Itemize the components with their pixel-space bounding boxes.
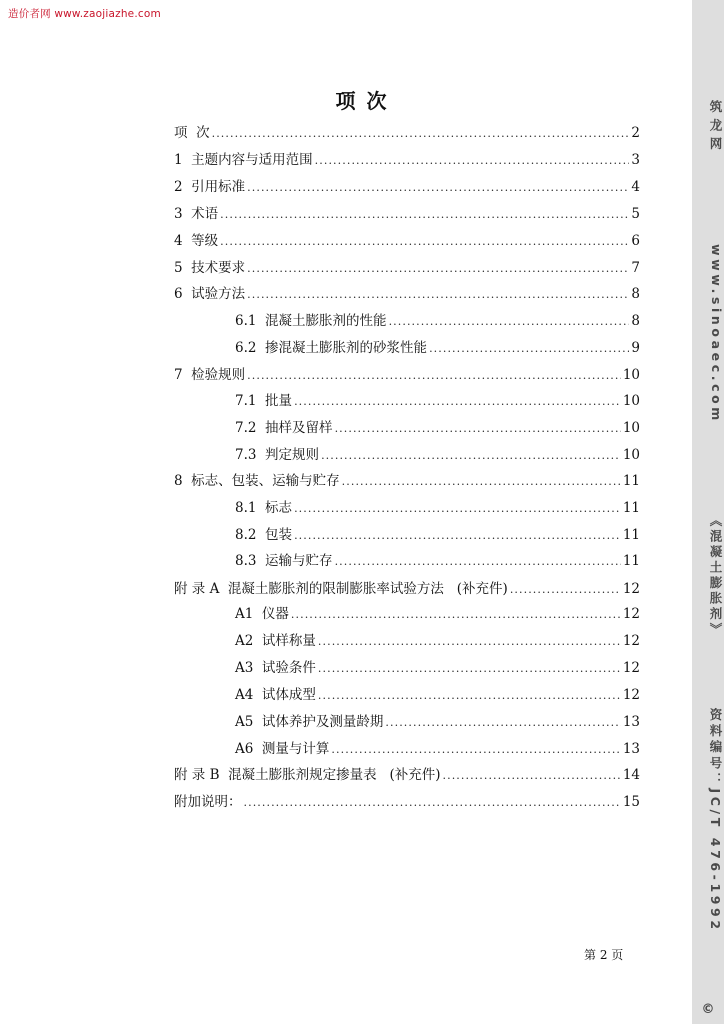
- toc-entry-page: 11: [622, 553, 640, 569]
- toc-leader-dots: [321, 447, 621, 465]
- toc-leader-dots: [342, 473, 621, 491]
- page-title: 项 次: [335, 89, 389, 113]
- toc-entry[interactable]: [235, 339, 640, 357]
- toc-leader-dots: [335, 553, 621, 571]
- toc-entry[interactable]: [235, 659, 640, 677]
- toc-entry[interactable]: [174, 232, 640, 250]
- toc-entry-label: 附 录 B 混凝土膨胀剂规定掺量表 (补充件): [174, 767, 441, 783]
- toc-entry-label: 3 术语: [174, 206, 219, 222]
- toc-entry[interactable]: [174, 472, 640, 490]
- toc-leader-dots: [443, 767, 621, 785]
- toc-leader-dots: [247, 286, 629, 304]
- toc-entry[interactable]: [235, 632, 640, 650]
- toc-leader-dots: [429, 340, 629, 358]
- toc-leader-dots: [331, 741, 620, 759]
- toc-entry-page: 12: [622, 606, 640, 622]
- sidebar-url: www.sinoaec.com: [709, 244, 724, 424]
- toc-entry-label: A5 试体养护及测量龄期: [235, 714, 384, 730]
- toc-leader-dots: [247, 367, 621, 385]
- toc-entry-page: 12: [622, 633, 640, 649]
- toc-entry-label: 7.3 判定规则: [235, 447, 320, 463]
- toc-entry-label: A6 测量与计算: [235, 741, 330, 757]
- toc-entry-label: 附加说明：: [174, 794, 242, 810]
- toc-leader-dots: [389, 313, 630, 331]
- toc-entry[interactable]: [235, 686, 640, 704]
- toc-entry[interactable]: [174, 259, 640, 277]
- toc-entry[interactable]: [174, 285, 640, 303]
- toc-entry-page: 9: [631, 340, 640, 356]
- toc-entry[interactable]: [235, 713, 640, 731]
- toc-leader-dots: [212, 125, 630, 143]
- toc-leader-dots: [220, 233, 629, 251]
- toc-entry-page: 12: [622, 660, 640, 676]
- toc-leader-dots: [294, 393, 621, 411]
- toc-entry-page: 15: [622, 794, 640, 810]
- toc-entry-label: 8.1 标志: [235, 500, 293, 516]
- page-number: 第 2 页: [584, 948, 624, 962]
- toc-entry-label: 8.3 运输与贮存: [235, 553, 333, 569]
- toc-entry[interactable]: [174, 178, 640, 196]
- toc-entry-label: A3 试验条件: [235, 660, 316, 676]
- sidebar-doc-code: 资料编号：JC/T 476-1992: [708, 708, 723, 933]
- toc-entry[interactable]: [174, 151, 640, 169]
- toc-entry-page: 13: [622, 714, 640, 730]
- toc-leader-dots: [294, 500, 621, 518]
- toc-entry[interactable]: [174, 793, 640, 811]
- toc-entry-page: 14: [622, 767, 640, 783]
- toc-entry-page: 10: [622, 447, 640, 463]
- toc-entry-page: 5: [631, 206, 640, 222]
- toc-leader-dots: [335, 420, 621, 438]
- toc-entry-label: 7.1 批量: [235, 393, 293, 409]
- toc-leader-dots: [247, 179, 629, 197]
- toc-entry[interactable]: [235, 526, 640, 544]
- toc-entry-label: 7 检验规则: [174, 367, 246, 383]
- toc-entry[interactable]: [235, 446, 640, 464]
- toc-entry-page: 13: [622, 741, 640, 757]
- toc-entry-page: 6: [631, 233, 640, 249]
- toc-leader-dots: [318, 660, 621, 678]
- toc-entry-page: 10: [622, 393, 640, 409]
- toc-entry-label: 5 技术要求: [174, 260, 246, 276]
- toc-entry-page: 8: [631, 313, 640, 329]
- toc-leader-dots: [510, 581, 621, 599]
- toc-entry[interactable]: [235, 392, 640, 410]
- toc-entry-label: 6 试验方法: [174, 286, 246, 302]
- watermark-text: 造价者网 www.zaojiazhe.com: [8, 8, 161, 20]
- toc-entry-label: 4 等级: [174, 233, 219, 249]
- toc-entry-label: 8.2 包装: [235, 527, 293, 543]
- toc-entry-page: 7: [631, 260, 640, 276]
- toc-entry-label: 2 引用标准: [174, 179, 246, 195]
- toc-leader-dots: [247, 260, 629, 278]
- toc-leader-dots: [385, 714, 620, 732]
- toc-leader-dots: [244, 794, 621, 812]
- toc-entry-page: 12: [622, 687, 640, 703]
- toc-leader-dots: [220, 206, 629, 224]
- toc-entry[interactable]: [235, 312, 640, 330]
- toc-entry[interactable]: [174, 366, 640, 384]
- toc-entry-label: A4 试体成型: [235, 687, 316, 703]
- toc-entry[interactable]: [235, 499, 640, 517]
- toc-entry-page: 12: [622, 581, 640, 597]
- toc-entry-page: 10: [622, 367, 640, 383]
- toc-entry[interactable]: [235, 419, 640, 437]
- toc-entry-label: 项 次: [174, 125, 210, 141]
- toc-entry-page: 4: [631, 179, 640, 195]
- toc-entry[interactable]: [235, 740, 640, 758]
- toc-entry[interactable]: [235, 552, 640, 570]
- toc-entry-page: 11: [622, 500, 640, 516]
- toc-entry[interactable]: [174, 766, 640, 784]
- sidebar-strip: [692, 0, 724, 1024]
- toc-leader-dots: [294, 527, 621, 545]
- toc-entry-label: 7.2 抽样及留样: [235, 420, 333, 436]
- toc-entry-label: 6.2 掺混凝土膨胀剂的砂浆性能: [235, 340, 428, 356]
- toc-leader-dots: [318, 687, 621, 705]
- toc-leader-dots: [315, 152, 630, 170]
- toc-entry[interactable]: [174, 124, 640, 142]
- toc-entry-label: 8 标志、包装、运输与贮存: [174, 473, 340, 489]
- toc-entry-page: 3: [631, 152, 640, 168]
- toc-entry-label: A2 试样称量: [235, 633, 316, 649]
- toc-leader-dots: [318, 633, 621, 651]
- sidebar-site-name: 筑龙网: [708, 100, 723, 156]
- toc-entry-page: 8: [631, 286, 640, 302]
- toc-entry-page: 10: [622, 420, 640, 436]
- toc-entry-label: 附 录 A 混凝土膨胀剂的限制膨胀率试验方法 (补充件): [174, 581, 508, 597]
- toc-entry-label: 1 主题内容与适用范围: [174, 152, 313, 168]
- toc-entry-label: A1 仪器: [235, 606, 289, 622]
- toc-leader-dots: [291, 606, 621, 624]
- toc-entry-page: 2: [631, 125, 640, 141]
- copyright-icon: ©: [701, 1002, 715, 1017]
- toc-entry-label: 6.1 混凝土膨胀剂的性能: [235, 313, 387, 329]
- toc-entry-page: 11: [622, 473, 640, 489]
- toc-entry-page: 11: [622, 527, 640, 543]
- toc-entry[interactable]: [235, 605, 640, 623]
- toc-entry[interactable]: [174, 580, 640, 598]
- toc-entry[interactable]: [174, 205, 640, 223]
- sidebar-doc-title: 《混凝土膨胀剂》: [708, 514, 723, 638]
